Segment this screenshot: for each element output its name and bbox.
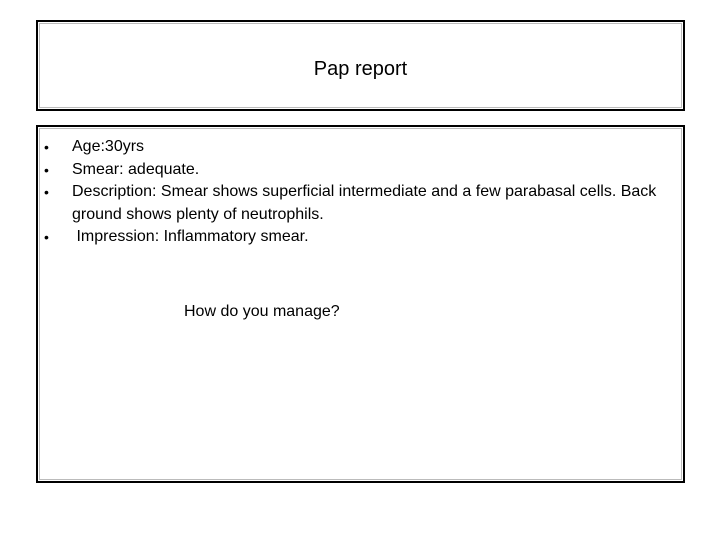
content-box xyxy=(36,125,685,483)
question-text: How do you manage? xyxy=(184,303,340,320)
bullet-item-smear xyxy=(38,159,678,182)
bullet-item-impression xyxy=(38,226,678,249)
bullet-text: Impression: Inflammatory smear. xyxy=(72,228,309,245)
bullet-icon: • xyxy=(44,229,49,245)
bullet-text: Age:30yrs xyxy=(72,138,145,155)
bullet-list xyxy=(38,136,678,249)
bullet-icon: • xyxy=(44,184,49,200)
title-box xyxy=(36,20,685,111)
bullet-item-age xyxy=(38,136,678,159)
bullet-icon: • xyxy=(44,161,49,178)
bullet-icon: • xyxy=(44,139,49,155)
slide-title: Pap report xyxy=(313,58,408,80)
bullet-text: Smear: adequate. xyxy=(72,160,200,178)
bullet-item-description xyxy=(38,181,678,226)
bullet-text: Description: Smear shows superficial intermediate and a few parabasal cells. Back ground shows plenty of neutrophils. xyxy=(72,183,657,223)
